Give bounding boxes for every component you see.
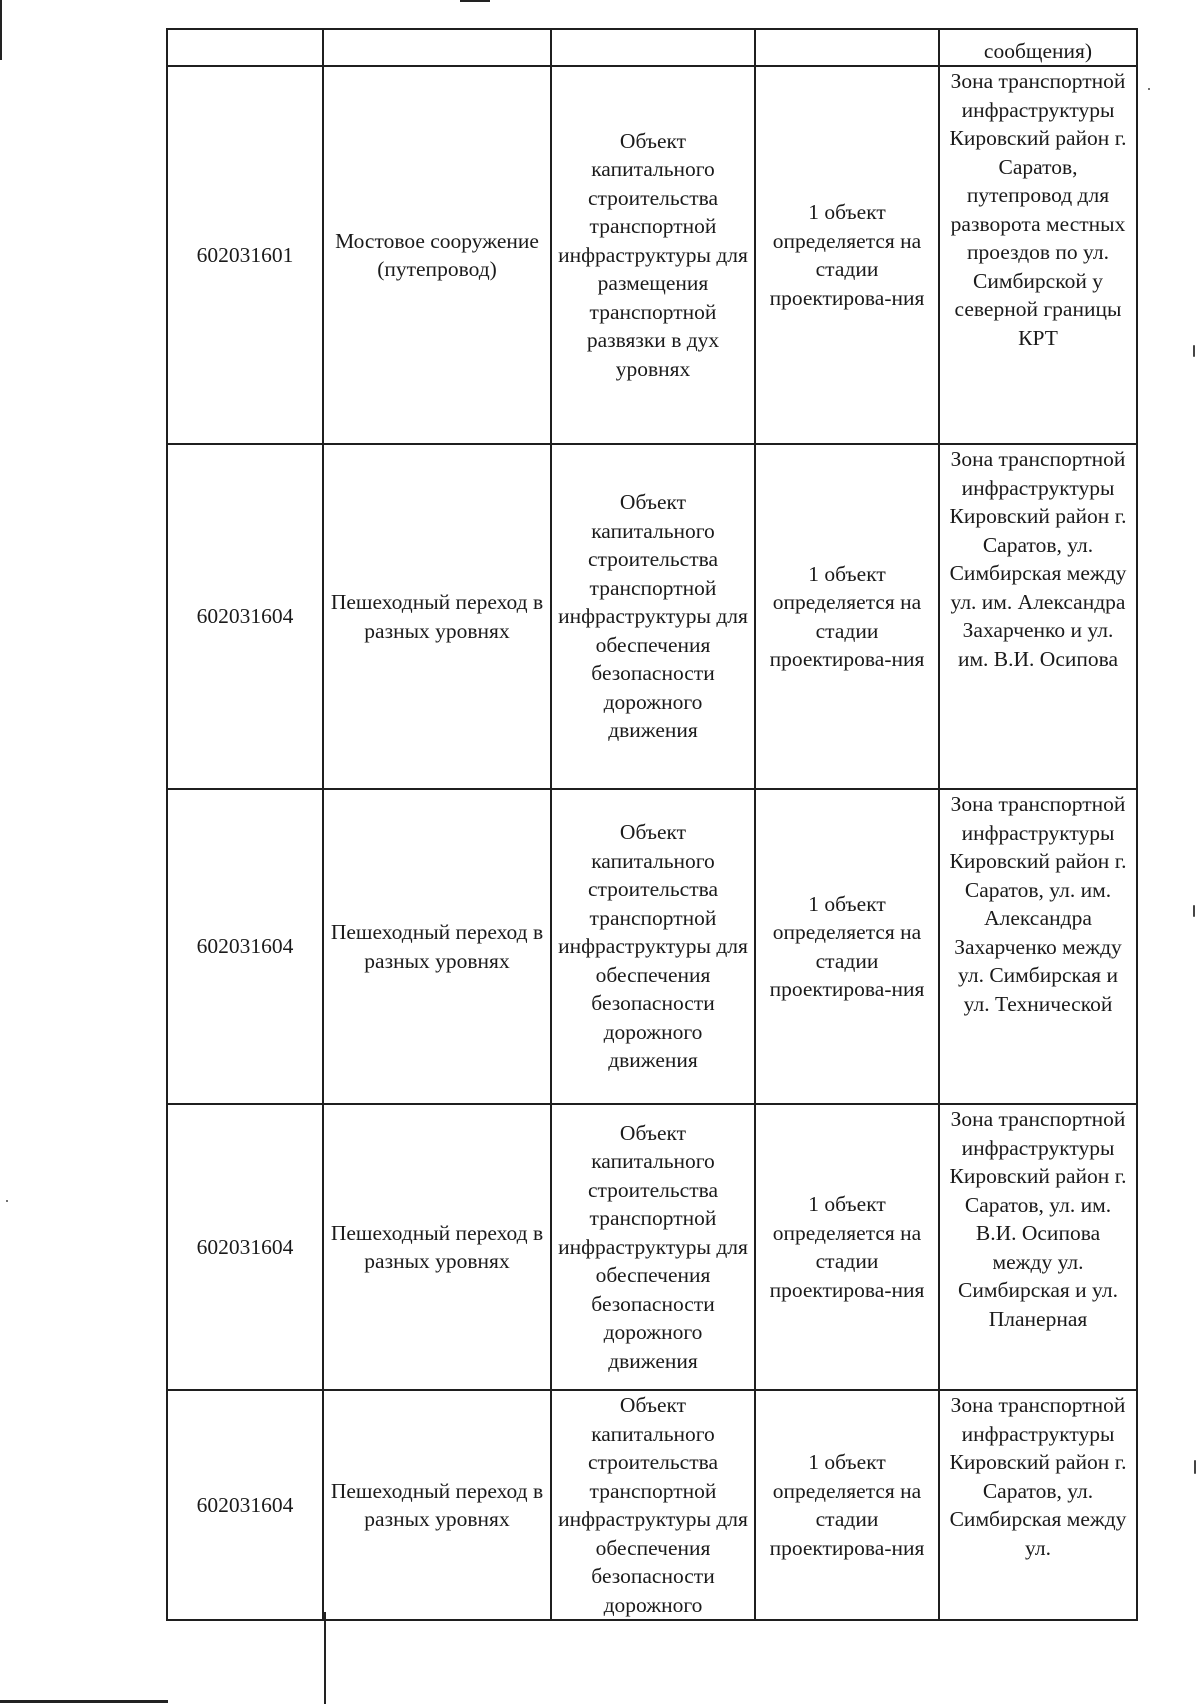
table-row xyxy=(167,789,1137,1104)
zone-cell xyxy=(939,444,1137,789)
zone-cell xyxy=(939,66,1137,444)
object-zone: Зона транспортной инфраструктуры Кировский район г. Саратов, ул. Симбирская между ул. им. Александра Захарченко и ул. им. В.И. Осипова xyxy=(949,447,1127,671)
characteristics-cell xyxy=(755,789,939,1104)
purpose-cell xyxy=(551,66,755,444)
characteristics-cell xyxy=(755,444,939,789)
code-cell xyxy=(167,444,323,789)
name-cell xyxy=(323,66,551,444)
zone-cell xyxy=(939,1390,1137,1620)
code-cell xyxy=(167,1104,323,1390)
name-cell xyxy=(323,789,551,1104)
object-characteristics: 1 объект определяется на стадии проектирова-ния xyxy=(769,1192,925,1302)
objects-table xyxy=(166,28,1138,1621)
code-cell xyxy=(167,789,323,1104)
object-name: Пешеходный переход в разных уровнях xyxy=(330,590,544,643)
object-name: Мостовое сооружение (путепровод) xyxy=(335,228,539,281)
object-purpose: Объект капитального строительства транспортной инфраструктуры для обеспечения безопасности дорожного движения xyxy=(558,820,748,1073)
code-cell xyxy=(167,29,323,66)
object-characteristics: 1 объект определяется на стадии проектирова-ния xyxy=(769,891,925,1001)
zone-cell xyxy=(939,789,1137,1104)
table-row xyxy=(167,1390,1137,1620)
object-zone: Зона транспортной инфраструктуры Кировский район г. Саратов, путепровод для разворота местных проездов по ул. Симбирской у северной границы КРТ xyxy=(949,69,1127,350)
object-name: Пешеходный переход в разных уровнях xyxy=(330,1478,544,1531)
purpose-cell xyxy=(551,1104,755,1390)
object-purpose: Объект капитального строительства транспортной инфраструктуры для обеспечения безопасности дорожного движения xyxy=(558,490,748,743)
scan-left-edge xyxy=(0,0,2,60)
name-cell xyxy=(323,1390,551,1620)
table-row xyxy=(167,1104,1137,1390)
characteristics-cell xyxy=(755,29,939,66)
scan-speck xyxy=(1148,88,1150,90)
name-cell xyxy=(323,444,551,789)
name-cell xyxy=(323,1104,551,1390)
scan-speck xyxy=(1194,1460,1196,1474)
object-name: Пешеходный переход в разных уровнях xyxy=(330,1220,544,1273)
object-characteristics: 1 объект определяется на стадии проектирова-ния xyxy=(769,1450,925,1560)
scan-speck xyxy=(1193,345,1195,357)
zone-cell xyxy=(939,29,1137,66)
code-cell xyxy=(167,1390,323,1620)
scan-speck xyxy=(1193,905,1195,917)
zone-cell xyxy=(939,1104,1137,1390)
object-purpose: Объект капитального строительства транспортной инфраструктуры для обеспечения безопасности дорожного xyxy=(558,1393,748,1617)
purpose-cell xyxy=(551,29,755,66)
scan-bottom-edge xyxy=(0,1700,168,1703)
object-code: 602031604 xyxy=(196,1492,294,1517)
object-characteristics: 1 объект определяется на стадии проектирова-ния xyxy=(769,561,925,671)
code-cell xyxy=(167,66,323,444)
table-row xyxy=(167,444,1137,789)
purpose-cell xyxy=(551,789,755,1104)
table-row-continuation xyxy=(167,29,1137,66)
object-purpose: Объект капитального строительства транспортной инфраструктуры для обеспечения безопасности дорожного движения xyxy=(558,1120,748,1373)
object-zone: Зона транспортной инфраструктуры Кировский район г. Саратов, ул. Симбирская между ул. xyxy=(949,1393,1127,1560)
zone-text: сообщения) xyxy=(983,38,1093,63)
characteristics-cell xyxy=(755,1390,939,1620)
characteristics-cell xyxy=(755,66,939,444)
scan-top-edge xyxy=(460,0,490,2)
scan-speck xyxy=(6,1200,8,1202)
object-characteristics: 1 объект определяется на стадии проектирова-ния xyxy=(769,200,925,310)
object-code: 602031604 xyxy=(196,1234,294,1259)
object-name: Пешеходный переход в разных уровнях xyxy=(330,920,544,973)
table-row xyxy=(167,66,1137,444)
characteristics-cell xyxy=(755,1104,939,1390)
object-zone: Зона транспортной инфраструктуры Кировский район г. Саратов, ул. им. В.И. Осипова между ул. Симбирская и ул. Планерная xyxy=(949,1107,1127,1331)
object-code: 602031604 xyxy=(196,934,294,959)
object-code: 602031604 xyxy=(196,604,294,629)
object-zone: Зона транспортной инфраструктуры Кировский район г. Саратов, ул. им. Александра Захарченко между ул. Симбирская и ул. Технической xyxy=(949,792,1127,1016)
object-code: 602031601 xyxy=(196,242,294,267)
purpose-cell xyxy=(551,1390,755,1620)
name-cell xyxy=(323,29,551,66)
purpose-cell xyxy=(551,444,755,789)
object-purpose: Объект капитального строительства транспортной инфраструктуры для размещения транспортной развязки в дух уровнях xyxy=(558,128,748,381)
scan-fold-line xyxy=(324,1612,326,1704)
